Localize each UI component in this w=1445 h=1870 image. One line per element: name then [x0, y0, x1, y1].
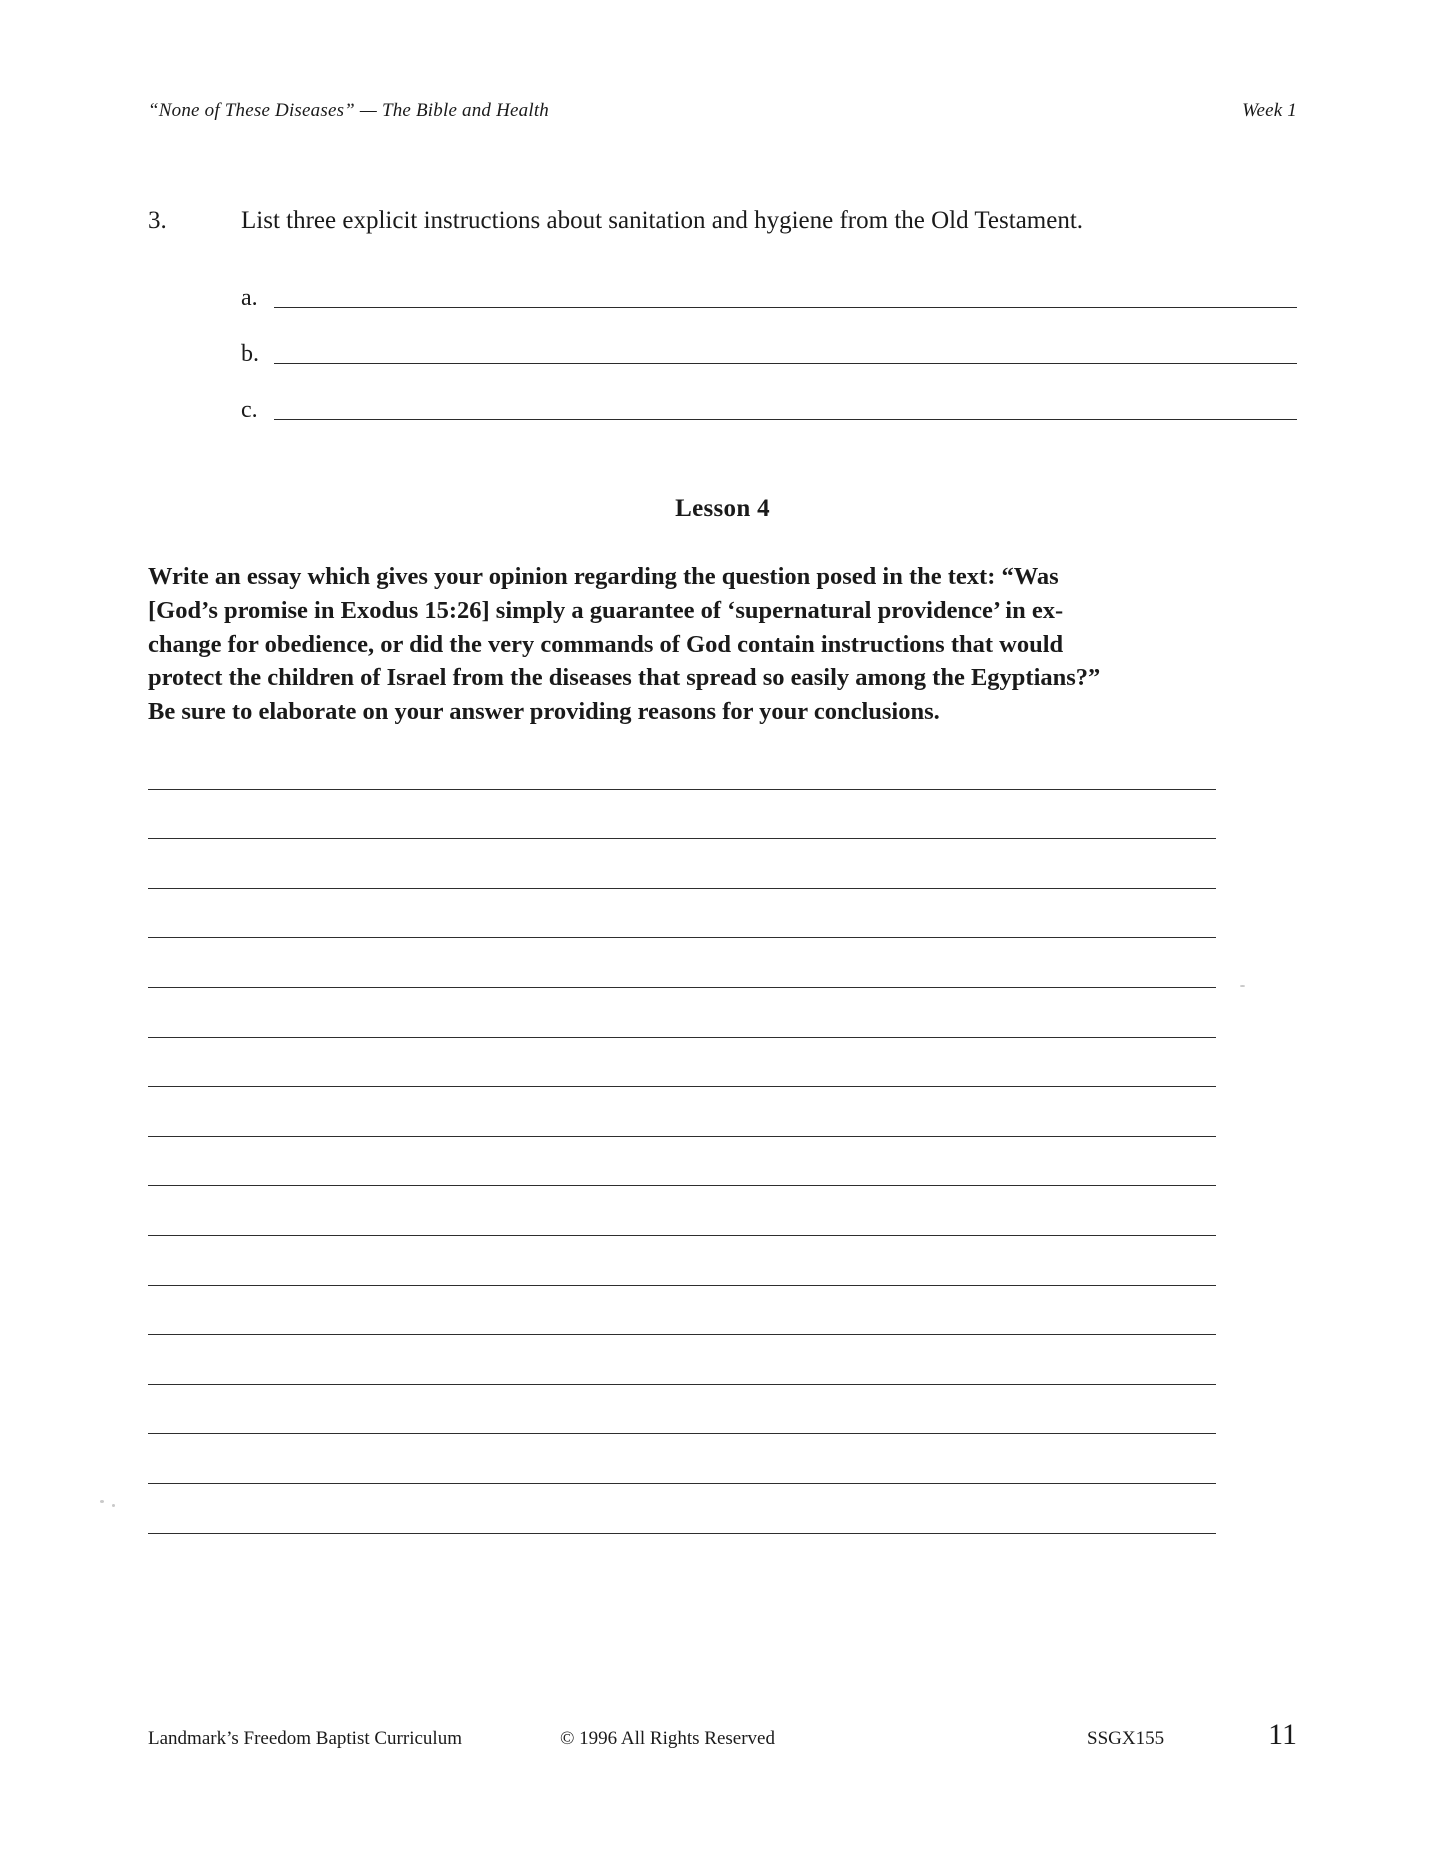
writing-line[interactable]: [148, 1038, 1216, 1088]
prompt-line: protect the children of Israel from the diseases that spread so easily among the Egyptians?”: [148, 664, 1101, 692]
prompt-line: Write an essay which gives your opinion regarding the question posed in the text: “Was: [148, 563, 1059, 590]
answer-line-a[interactable]: [274, 307, 1297, 308]
question-answer-list: [241, 258, 1297, 426]
page-footer: [148, 1718, 1297, 1752]
writing-line[interactable]: [148, 1286, 1216, 1336]
writing-line[interactable]: [148, 839, 1216, 889]
writing-line[interactable]: [148, 790, 1216, 840]
running-head: [148, 100, 1297, 122]
writing-line[interactable]: [148, 1186, 1216, 1236]
writing-line[interactable]: [148, 938, 1216, 988]
prompt-line: [God’s promise in Exodus 15:26] simply a guarantee of ‘supernatural providence’ in ex-: [148, 596, 1064, 624]
footer-copyright: © 1996 All Rights Reserved: [560, 1728, 775, 1749]
lesson-heading: Lesson 4: [675, 495, 770, 522]
essay-prompt: [148, 560, 1298, 729]
prompt-line: change for obedience, or did the very commands of God contain instructions that would: [148, 630, 1064, 658]
writing-line[interactable]: [148, 740, 1216, 790]
scan-speck: [112, 1504, 115, 1507]
list-item: [241, 314, 1297, 370]
writing-line[interactable]: [148, 1137, 1216, 1187]
page-number: 11: [1268, 1718, 1297, 1751]
question-block: [148, 205, 1297, 236]
writing-line[interactable]: [148, 889, 1216, 939]
sub-item-label-b: b.: [241, 341, 259, 367]
writing-line[interactable]: [148, 1087, 1216, 1137]
writing-line[interactable]: [148, 1484, 1216, 1534]
sub-item-label-c: c.: [241, 397, 258, 423]
scan-speck: [100, 1500, 104, 1503]
running-head-week: Week 1: [1242, 100, 1297, 121]
running-head-title: “None of These Diseases” — The Bible and Health: [148, 100, 549, 121]
writing-line[interactable]: [148, 1236, 1216, 1286]
answer-line-c[interactable]: [274, 419, 1297, 420]
essay-answer-lines: [148, 740, 1216, 1534]
answer-line-b[interactable]: [274, 363, 1297, 364]
question-number: 3.: [148, 207, 167, 234]
footer-publisher: Landmark’s Freedom Baptist Curriculum: [148, 1728, 462, 1749]
scan-speck: [1240, 985, 1245, 987]
writing-line[interactable]: [148, 988, 1216, 1038]
writing-line[interactable]: [148, 1434, 1216, 1484]
writing-line[interactable]: [148, 1385, 1216, 1435]
question-text: List three explicit instructions about sanitation and hygiene from the Old Testament.: [241, 207, 1084, 234]
writing-line[interactable]: [148, 1335, 1216, 1385]
list-item: [241, 370, 1297, 426]
sub-item-label-a: a.: [241, 285, 258, 311]
prompt-line: Be sure to elaborate on your answer providing reasons for your conclusions.: [148, 698, 940, 726]
footer-product-code: SSGX155: [1087, 1728, 1165, 1749]
list-item: [241, 258, 1297, 314]
